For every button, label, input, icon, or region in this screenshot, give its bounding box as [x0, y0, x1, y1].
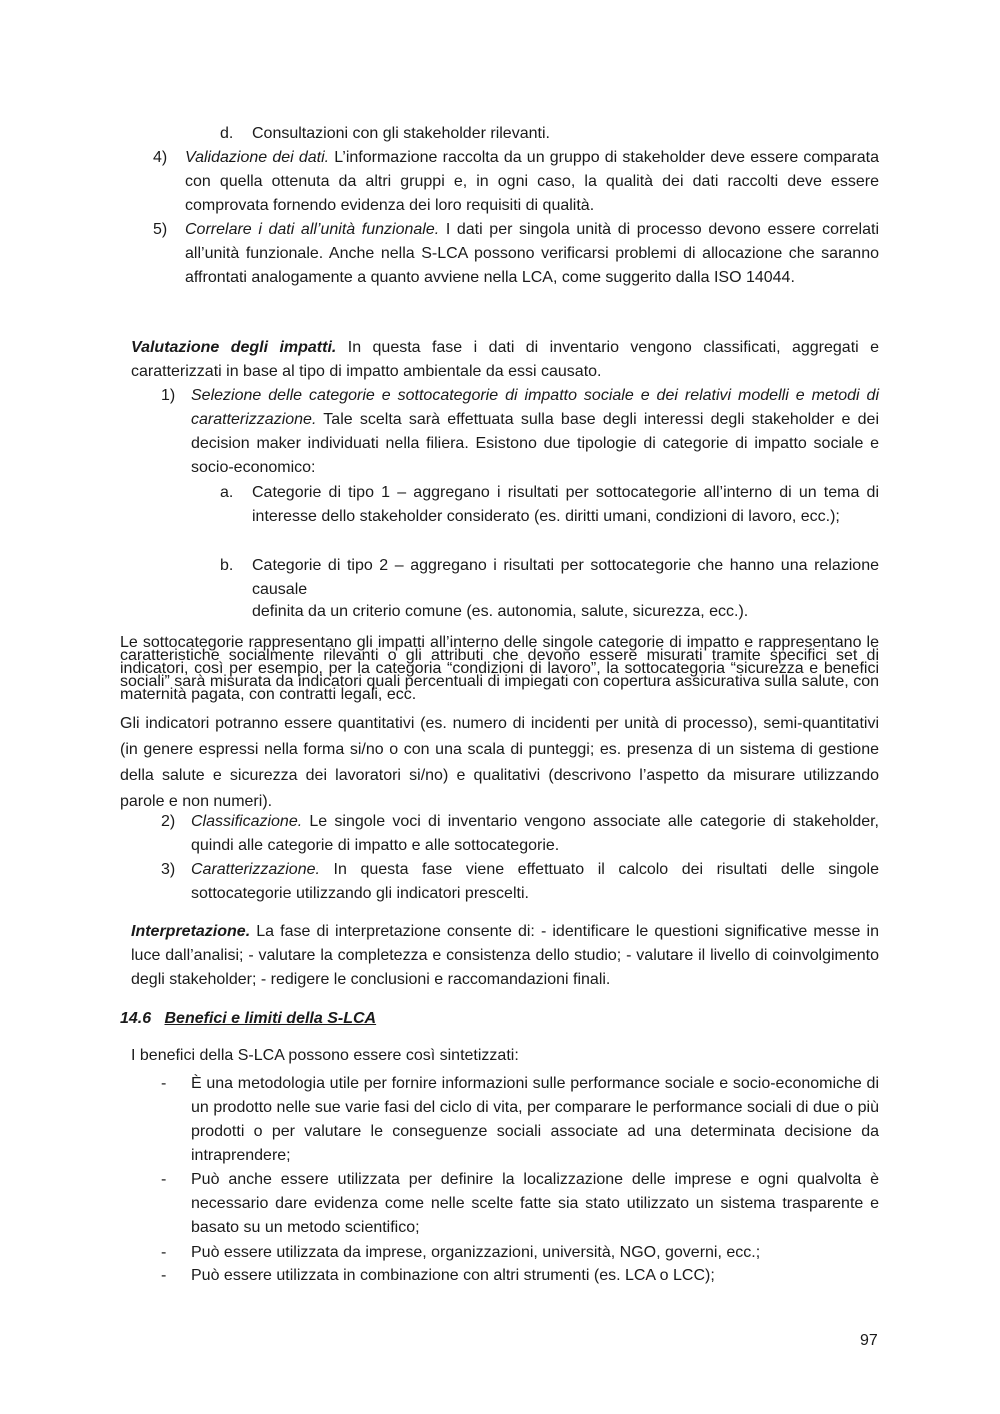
list-item-2: [191, 810, 879, 858]
valutazione-paragraph: [131, 336, 879, 384]
section-title: Benefici e limiti della S-LCA: [164, 1010, 377, 1027]
list-number-4: 4): [153, 149, 168, 166]
item-4-text: L’informazione raccolta da un gruppo di stakeholder deve essere comparata con quella ottenuta da altri gruppi e, in ogni caso, la qualità dei dati raccolti deve essere comprovata fornendo evidenza dei loro requisiti di qualità.: [185, 149, 879, 214]
bullet-dash: -: [161, 1171, 167, 1188]
list-number-5: 5): [153, 221, 168, 238]
bullet-dash: -: [161, 1267, 167, 1284]
item-5-text: I dati per singola unità di processo devono essere correlati all’unità funzionale. Anche nella S-LCA possono verificarsi problemi di allocazione che saranno affrontati analogamente a quanto avviene nella LCA, come suggerito dalla ISO 14044.: [185, 221, 879, 286]
section-intro: I benefici della S-LCA possono essere così sintetizzati:: [131, 1047, 519, 1064]
item-1-text: Tale scelta sarà effettuata sulla base degli interessi degli stakeholder e dei decision maker individuati nella filiera. Esistono due tipologie di categorie di impatto sociale e socio-economico:: [191, 411, 879, 476]
item-5-title: Correlare i dati all’unità funzionale.: [185, 221, 440, 238]
bullet-item-3: Può essere utilizzata da imprese, organizzazioni, università, NGO, governi, ecc.;: [191, 1244, 761, 1261]
list-number-1: 1): [161, 387, 176, 404]
list-label-d: d.: [220, 125, 234, 142]
list-item-1: [191, 384, 879, 480]
item-3-text: In questa fase viene effettuato il calcolo dei risultati delle singole sottocategorie utilizzando gli indicatori prescelti.: [191, 861, 879, 902]
section-number: 14.6: [120, 1010, 152, 1027]
item-2-title: Classificazione.: [191, 813, 303, 830]
list-item-a-text: Categorie di tipo 1 – aggregano i risultati per sottocategorie all’interno di un tema di interesse dello stakeholder considerato (es. diritti umani, condizioni di lavoro, ecc.);: [252, 484, 879, 525]
list-item-d-text: Consultazioni con gli stakeholder rilevanti.: [252, 125, 550, 142]
bullet-item-4: Può essere utilizzata in combinazione con altri strumenti (es. LCA o LCC);: [191, 1267, 715, 1284]
list-item-5: [185, 218, 879, 290]
bullet-item-2: Può anche essere utilizzata per definire la localizzazione delle imprese e ogni qualvolta è necessario dare evidenza come nelle scelte fatte sia stato utilizzato un sistema trasparente e basato su un metodo scientifico;: [191, 1171, 879, 1236]
interpretazione-text: La fase di interpretazione consente di: - identificare le questioni significative messe in luce dall’analisi; - valutare la completezza e consistenza dello studio; - valutare il livello di coinvolgimento degli stakeholder; - redigere le conclusioni e raccomandazioni finali.: [131, 923, 879, 988]
item-2-text: Le singole voci di inventario vengono associate alle categorie di stakeholder, quindi alle categorie di impatto e alle sottocategorie.: [191, 813, 879, 854]
list-label-b: b.: [220, 557, 234, 574]
interpretazione-title: Interpretazione.: [131, 923, 251, 940]
valutazione-text: In questa fase i dati di inventario vengono classificati, aggregati e caratterizzati in base al tipo di impatto ambientale da essi causato.: [131, 339, 879, 380]
page-number: 97: [860, 1332, 878, 1349]
list-item-4: [185, 146, 879, 218]
section-heading: [120, 1007, 376, 1031]
bullet-dash: -: [161, 1075, 167, 1092]
item-4-title: Validazione dei dati.: [185, 149, 330, 166]
list-label-a: a.: [220, 484, 234, 501]
bullet-item-1: È una metodologia utile per fornire informazioni sulle performance sociale e socio-economiche di un prodotto nelle sue varie fasi del ciclo di vita, per comparare le performance sociali di due o più prodotti o per valutare le conseguenze sociali associate ad una determinata decisione da intraprendere;: [191, 1075, 879, 1164]
list-item-b-text-2: definita da un criterio comune (es. autonomia, salute, sicurezza, ecc.).: [252, 603, 749, 620]
indicatori-paragraph: Gli indicatori potranno essere quantitativi (es. numero di incidenti per unità di processo), semi-quantitativi (in genere espressi nella forma si/no o con una scala di punteggi; es. presenza di un sistema di gestione della salute e sicurezza dei lavoratori si/no) e qualitativi (descrivono l’aspetto da misurare utilizzando parole e non numeri).: [120, 715, 879, 810]
list-number-2: 2): [161, 813, 176, 830]
list-item-b-text-1: Categorie di tipo 2 – aggregano i risultati per sottocategorie che hanno una relazione causale: [252, 557, 879, 598]
sottocategorie-paragraph: Le sottocategorie rappresentano gli impatti all’interno delle singole categorie di impatto e rappresentano le caratteristiche socialmente rilevanti o gli attributi che devono essere misurati tramite specifici set di indicatori, così per esempio, per la categoria “condizioni di lavoro”, la sottocategoria “sicurezza e benefici sociali” sarà misurata da indicatori quali percentuali di impiegati con copertura assicurativa sulla salute, con maternità pagata, con contratti legali, ecc.: [120, 634, 879, 703]
list-number-3: 3): [161, 861, 176, 878]
list-item-3: [191, 858, 879, 906]
bullet-dash: -: [161, 1244, 167, 1261]
item-3-title: Caratterizzazione.: [191, 861, 320, 878]
valutazione-title: Valutazione degli impatti.: [131, 339, 337, 356]
interpretazione-paragraph: [131, 920, 879, 992]
item-1-title: Selezione delle categorie e sottocategorie di impatto sociale e dei relativi modelli e metodi di caratterizzazione.: [191, 387, 879, 428]
